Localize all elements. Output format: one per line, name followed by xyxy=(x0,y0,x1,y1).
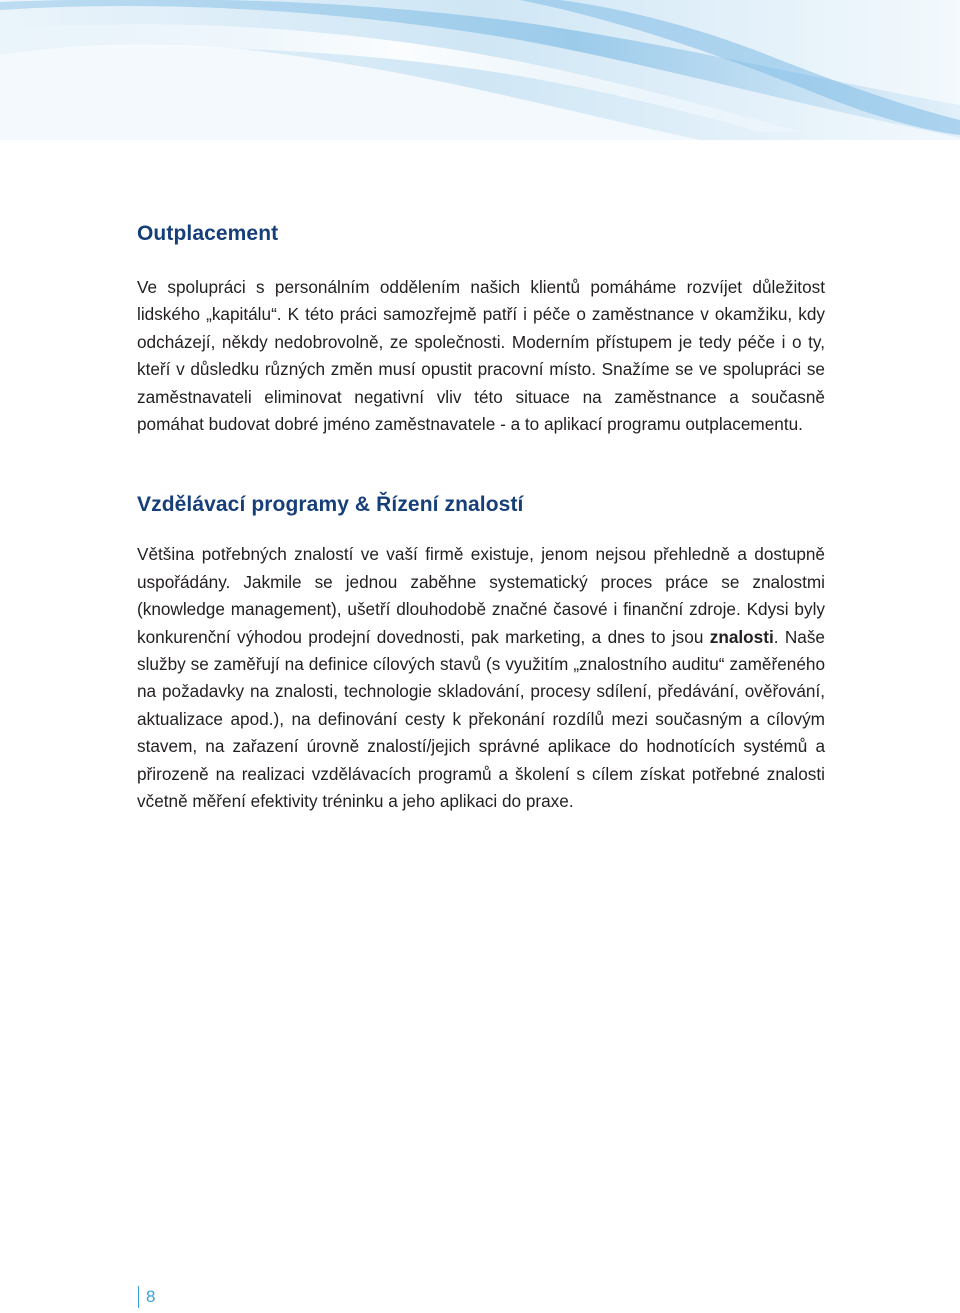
section-heading-outplacement: Outplacement xyxy=(137,222,279,245)
paragraph-text-part2: . Naše služby se zaměřují na definice cílových stavů (s využitím „znalostního auditu“ zaměřeného na požadavky na znalosti, technologie skladování, procesy sdílení, předávání, ověřování, aktualizace apod.), na definování cesty k překonání rozdílů mezi současným a cílovým stavem, na zařazení úrovně znalostí/jejich správné aplikace do hodnotících systémů a přirozeně na realizaci vzdělávacích programů a školení s cílem získat potřebné znalosti včetně měření efektivity tréninku a jeho aplikaci do praxe. xyxy=(137,626,825,812)
header-wave-decoration xyxy=(0,0,960,140)
page-content xyxy=(137,222,825,816)
paragraph-bold-text: znalosti xyxy=(709,626,774,647)
paragraph-text-part1: Většina potřebných znalostí ve vaší firmě existuje, jenom nejsou přehledně a dostupně uspořádány. Jakmile se jednou zaběhne systematický proces práce se znalostmi (knowledge management), ušetří dlouhodobě značné časové i finanční zdroje. Kdysi byly konkurenční výhodou prodejní dovednosti, pak marketing, a dnes to jsou xyxy=(137,544,825,647)
section-paragraph-outplacement: Ve spolupráci s personálním oddělením našich klientů pomáháme rozvíjet důležitost lidského „kapitálu“. K této práci samozřejmě patří i péče o zaměstnance v okamžiku, kdy odcházejí, někdy nedobrovolně, ze společnosti. Moderním přístupem je tedy péče i o ty, kteří v důsledku různých změn musí opustit pracovní místo. Snažíme se ve spolupráci se zaměstnavateli eliminovat negativní vliv této situace na zaměstnance a současně pomáhat budovat dobré jméno zaměstnavatele - a to aplikací programu outplacementu. xyxy=(137,277,825,435)
section-heading-education: Vzdělávací programy & Řízení znalostí xyxy=(137,493,524,517)
section-paragraph-education xyxy=(137,541,825,815)
page-number: 8 xyxy=(138,1286,155,1308)
